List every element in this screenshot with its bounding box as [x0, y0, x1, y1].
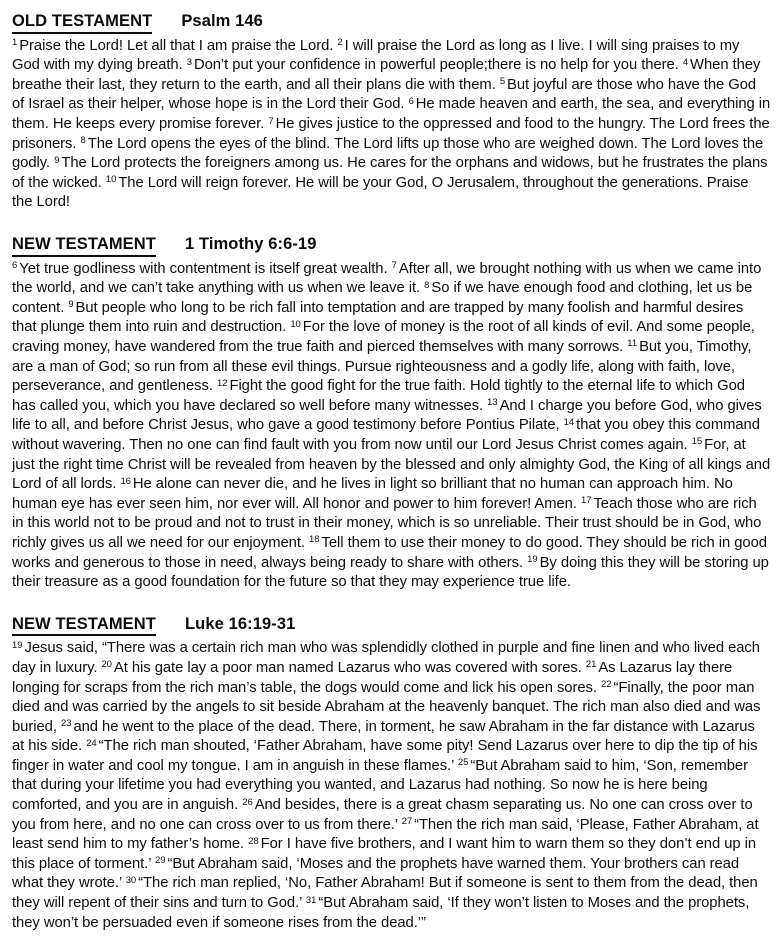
- verse-number: 4: [682, 56, 689, 68]
- verse-number: 10: [105, 174, 117, 186]
- passage-heading: [12, 234, 771, 257]
- verse-number: 19: [12, 639, 23, 651]
- verse-number: 6: [408, 95, 414, 107]
- verse-number: 8: [80, 135, 86, 147]
- verse-number: 29: [155, 855, 166, 867]
- verse-number: 13: [487, 397, 498, 409]
- passage-reference: Luke 16:19-31: [184, 614, 296, 633]
- passage-reference: Psalm 146: [181, 12, 263, 30]
- verse-number: 15: [691, 436, 703, 448]
- verse-number: 3: [186, 56, 192, 68]
- verse-number: 19: [527, 554, 538, 565]
- testament-label: NEW TESTAMENT: [12, 614, 156, 637]
- verse-number: 20: [101, 659, 112, 671]
- passage-section: [12, 11, 771, 213]
- verse-number: 28: [248, 835, 259, 847]
- passage-section: [12, 234, 771, 593]
- passage-text: $^6$ Yet true godliness with contentment is itself great wealth. $^7$ After all, we brought nothing with us when we came into the world, and we can’t take anything with us when we leave it. $^8$ So if we have enough food and clothing, let us be content. $^9$ But people who long to be rich fall into temptation and are trapped by many foolish and harmful desires that plunge them into ruin and destruction. $^{10}$ For the love of money is the root of all kinds of evil. And some people, craving money, have wandered from the true faith and pierced themselves with many sorrows. $^{11}$ But you, Timothy, are a man of God; so run from all these evil things. Pursue righteousness and a godly life, along with faith, love, perseverance, and gentleness. $^{12}$ Fight the good fight for the true faith. Hold tightly to the eternal life to which God has called you, which you have declared so well before many witnesses. $^{13}$ And I charge you before God, who gives life to all, and before Christ Jesus, who gave a good testimony before Pontius Pilate, $^{14}$ that you obey this command without wavering. Then no one can find fault with you from now until our Lord Jesus Christ comes again. $^{15}$ For, at just the right time Christ will be revealed from heaven by the blessed and only almighty God, the King of all kings and Lord of all lords. $^{16}$ He alone can never die, and he lives in light so brilliant that no human can approach him. No human eye has ever seen him, nor ever will. All honor and power to him forever! Amen. $^{17}$ Teach those who are rich in this world not to be proud and not to trust in their money, which is so unreliable. Their trust should be in God, who richly gives us all we need for our enjoyment. $^{18}$ Tell them to use their money to do good. They should be rich in good works and generous to those in need, always being ready to share with others. $^{19}$ By doing this they will be storing up their treasure as a good foundation for the future so that they may experience true life.: [12, 260, 771, 591]
- verse-number: 27: [401, 816, 413, 828]
- verse-number: 6: [12, 260, 18, 272]
- verse-number: 25: [457, 757, 469, 769]
- verse-number: 11: [627, 338, 638, 350]
- passage-text: $^{19}$ Jesus said, “There was a certain rich man who was splendidly clothed in purple and fine linen and who lived each day in luxury. $^{20}$ At his gate lay a poor man named Lazarus who was covered with sores. $^{21}$ As Lazarus lay there longing for scraps from the rich man’s table, the dogs would come and lick his open sores. $^{22}$ “Finally, the poor man died and was carried by the angels to sit beside Abraham at the heavenly banquet. The rich man also died and was buried, $^{23}$ and he went to the place of the dead. There, in torment, he saw Abraham in the far distance with Lazarus at his side. $^{24}$ “The rich man shouted, ‘Father Abraham, have some pity! Send Lazarus over here to dip the tip of his finger in water and cool my tongue. I am in anguish in these flames.’ $^{25}$ “But Abraham said to him, ‘Son, remember that during your lifetime you had everything you wanted, and Lazarus had nothing. So now he is here being comforted, and you are in anguish. $^{26}$ And besides, there is a great chasm separating us. No one can cross over to you from here, and no one can cross over to us from there.’ $^{27}$ “Then the rich man said, ‘Please, Father Abraham, at least send him to my father’s home. $^{28}$ For I have five brothers, and I want him to warn them so they don’t end up in this place of torment.’ $^{29}$ “But Abraham said, ‘Moses and the prophets have warned them. Your brothers can read what they wrote.’ $^{30}$ “The rich man replied, ‘No, Father Abraham! But if someone is sent to them from the dead, then they will repent of their sins and turn to God.’ $^{31}$ “But Abraham said, ‘If they won’t listen to Moses and the prophets, they won’t be persuaded even if someone rises from the dead.’”: [12, 639, 761, 931]
- passage-heading: [12, 11, 771, 34]
- verse-number: 21: [585, 659, 597, 671]
- verse-number: 18: [309, 534, 320, 546]
- passage-reference: 1 Timothy 6:6-19: [184, 234, 317, 253]
- testament-label: OLD TESTAMENT: [12, 11, 152, 34]
- passage-section: [12, 614, 771, 934]
- verse-number: 8: [424, 279, 430, 291]
- verse-number: 10: [290, 318, 301, 330]
- verse-number: 7: [391, 260, 397, 272]
- verse-number: 5: [499, 76, 506, 88]
- testament-label: NEW TESTAMENT: [12, 234, 156, 257]
- verse-number: 7: [268, 115, 274, 127]
- verse-number: 2: [337, 37, 343, 49]
- verse-number: 9: [68, 299, 74, 311]
- passage-text: $^1$ Praise the Lord! Let all that I am praise the Lord. $^2$ I will praise the Lord as long as I live. I will sing praises to my God with my dying breath. $^3$ Don’t put your confidence in powerful people;there is no help for you there. $^4$ When they breathe their last, they return to the earth, and all their plans die with them. $^5$ But joyful are those who have the God of Israel as their helper, whose hope is in the Lord their God. $^6$ He made heaven and earth, the sea, and everything in them. He keeps every promise forever. $^7$ He gives justice to the oppressed and food to the hungry. The Lord frees the prisoners. $^8$ The Lord opens the eyes of the blind. The Lord lifts up those who are weighed down. The Lord loves the godly. $^9$ The Lord protects the foreigners among us. He cares for the orphans and widows, but he frustrates the plans of the wicked. $^{10}$ The Lord will reign forever. He will be your God, O Jerusalem, throughout the generations. Praise the Lord!: [12, 37, 771, 211]
- verse-number: 9: [54, 154, 60, 166]
- verse-number: 17: [580, 495, 592, 507]
- verse-number: 1: [12, 37, 18, 49]
- scripture-document: [12, 11, 771, 933]
- verse-number: 24: [86, 737, 97, 749]
- verse-number: 22: [601, 679, 612, 690]
- verse-number: 31: [305, 894, 317, 906]
- verse-number: 26: [242, 796, 253, 808]
- verse-number: 30: [125, 874, 137, 886]
- verse-number: 16: [120, 475, 131, 487]
- verse-number: 14: [563, 416, 575, 428]
- verse-number: 12: [216, 377, 228, 389]
- passage-heading: [12, 614, 771, 637]
- verse-number: 23: [60, 718, 72, 730]
